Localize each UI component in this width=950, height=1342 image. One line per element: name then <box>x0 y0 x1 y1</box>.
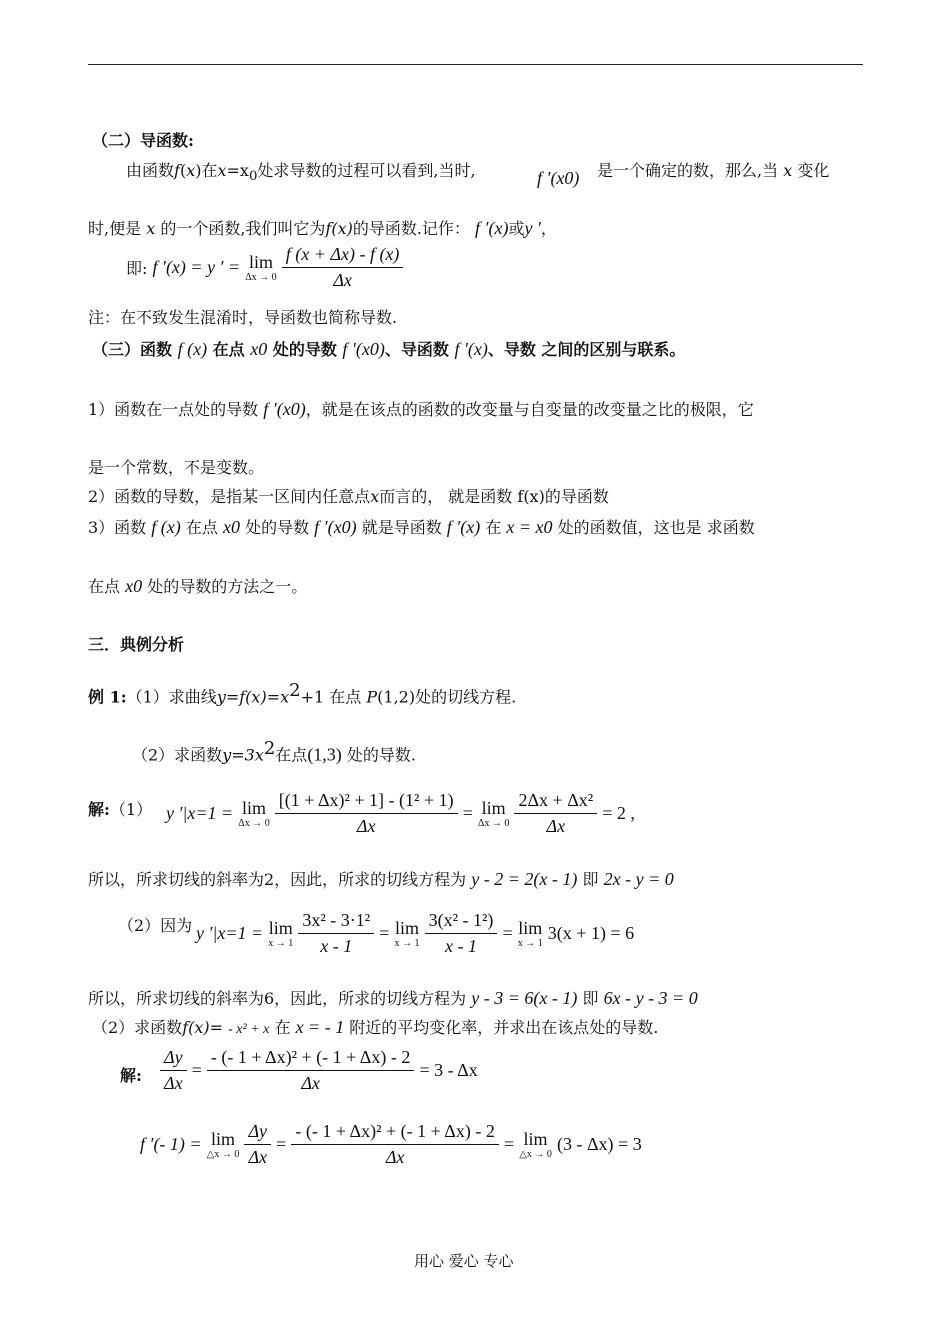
lim-operator: lim △x → 0 <box>206 1128 240 1160</box>
lim-operator: lim x → 1 <box>394 917 420 949</box>
fraction: $\frac{\text{[(1 + Δx)² + 1] - (1² + 1)}}{\Delta x}$ <box>275 790 458 837</box>
fraction: $\frac{\text{2Δx + Δx²}}{\Delta x}$ <box>514 790 597 837</box>
list-item-3-cont: 在点 x0 处的导数的方法之一。 <box>88 576 308 596</box>
lim-operator: lim Δx → 0 <box>238 797 270 829</box>
section-2-paragraph-1: 由函数f(x)在$x=x_0$处求导数的过程可以看到,当时, <box>126 161 476 185</box>
example-question-3: （2）求函数f(x)= - x² + x 在 x = - 1 附近的平均变化率，并求出在该点处的导数. <box>92 1017 659 1037</box>
solution-2-conclusion: 所以，所求切线的斜率为6，因此，所求的切线方程为 y - 3 = 6(x - 1) 即 6x - y - 3 = 0 <box>88 988 698 1008</box>
section-3-heading: （三）函数 f (x) 在点 x0 处的导数 f ′(x0)、导函数 f ′(x)、导数 之间的区别与联系。 <box>92 339 686 359</box>
fraction: $\frac{\text{3(x² - 1²)}}{x - 1}$ <box>425 910 498 957</box>
lim-operator: lim x → 1 <box>517 917 543 949</box>
solution-4-formula: f ′(- 1) = lim △x → 0 $\frac{\Delta y}{\Delta x}$ = $\frac{\text{- (- 1 + Δx)² + (- 1 + Δx) - 2}}{\Delta x}$ = lim △x → 0 (3 - Δx) = 3 <box>140 1121 642 1167</box>
list-item-2: 2）函数的导数，是指某一区间内任意点x而言的， 就是函数 f(x)的导函数 <box>88 487 609 506</box>
lim-operator: lim Δx → 0 <box>477 797 510 829</box>
fraction: $\frac{\Delta y}{\Delta x}$ <box>244 1121 271 1168</box>
fraction: $\frac{\text{- (- 1 + Δx)² + (- 1 + Δx) - 2}}{\Delta x}$ <box>291 1121 498 1168</box>
lim-operator: lim △x → 0 <box>519 1128 552 1160</box>
header-rule <box>88 64 863 65</box>
lim-operator: lim Δx → 0 <box>245 251 277 283</box>
list-item-1: 1）函数在一点处的导数 f ′(x0)，就是在该点的函数的改变量与自变量的改变量之比的极限，它 <box>88 399 754 419</box>
section-2-paragraph-1-cont: 是一个确定的数，那么,当 x 变化 <box>597 161 830 180</box>
example-1-question-2: （2）求函数$y=3x^2$在点(1,3) 处的导数. <box>132 738 416 765</box>
page-footer: 用心 爱心 专心 <box>414 1252 514 1270</box>
list-item-1-cont: 是一个常数，不是变数。 <box>88 458 265 477</box>
fraction: $\frac{\text{3x² - 3·1²}}{x - 1}$ <box>298 910 374 957</box>
solution-2-label: （2）因为 <box>118 916 193 935</box>
section-2-paragraph-2: 时,便是 x 的一个函数,我们叫它为f(x)的导函数.记作： f ′(x)或y ′， <box>88 218 557 238</box>
example-1-question-1: 例 1:（1）求曲线$y=f(x)=x^2+1$ 在点 P(1,2)处的切线方程. <box>88 680 517 707</box>
fraction: $\frac{\Delta y}{\Delta x}$ <box>160 1047 187 1094</box>
solution-1-formula: y ′|x=1 = lim Δx → 0 $\frac{\text{[(1 + Δx)² + 1] - (1² + 1)}}{\Delta x}$ = lim Δx → 0 $\frac{\text{2Δx + Δx²}}{\Delta x}$ = 2 , <box>166 790 635 836</box>
formula-f-prime-x0: f ′(x0) <box>537 168 580 188</box>
section-2-heading: （二）导函数: <box>92 131 194 150</box>
note-line: 注：在不致发生混淆时，导函数也简称导数. <box>88 308 398 327</box>
solution-3-label: 解: <box>120 1066 142 1085</box>
fraction: $\frac{f (x + \Delta x) - f (x)}{\Delta x}$ <box>282 244 404 291</box>
solution-2-formula: y ′|x=1 = lim x → 1 $\frac{\text{3x² - 3·1²}}{x - 1}$ = lim x → 1 $\frac{\text{3(x² - 1²)}}{x - 1}$ = lim x → 1 3(x + 1) = 6 <box>196 910 635 956</box>
lim-operator: lim x → 1 <box>268 917 294 949</box>
section-4-heading: 三．典例分析 <box>88 635 185 654</box>
derivative-definition-formula: 即: f ′(x) = y ′ = lim Δx → 0 $\frac{f (x + \Delta x) - f (x)}{\Delta x}$ <box>126 244 403 291</box>
list-item-3: 3）函数 f (x) 在点 x0 处的导数 f ′(x0) 就是导函数 f ′(x) 在 x = x0 处的函数值，这也是 求函数 <box>88 517 755 537</box>
solution-3-formula: $\frac{\Delta y}{\Delta x}$ = $\frac{\text{- (- 1 + Δx)² + (- 1 + Δx) - 2}}{\Delta x}$ = 3 - Δx <box>160 1047 478 1094</box>
fraction: $\frac{\text{- (- 1 + Δx)² + (- 1 + Δx) - 2}}{\Delta x}$ <box>207 1047 414 1094</box>
solution-1-conclusion: 所以，所求切线的斜率为2，因此，所求的切线方程为 y - 2 = 2(x - 1) 即 2x - y = 0 <box>88 869 674 889</box>
solution-1-label: 解:（1） <box>88 800 153 819</box>
